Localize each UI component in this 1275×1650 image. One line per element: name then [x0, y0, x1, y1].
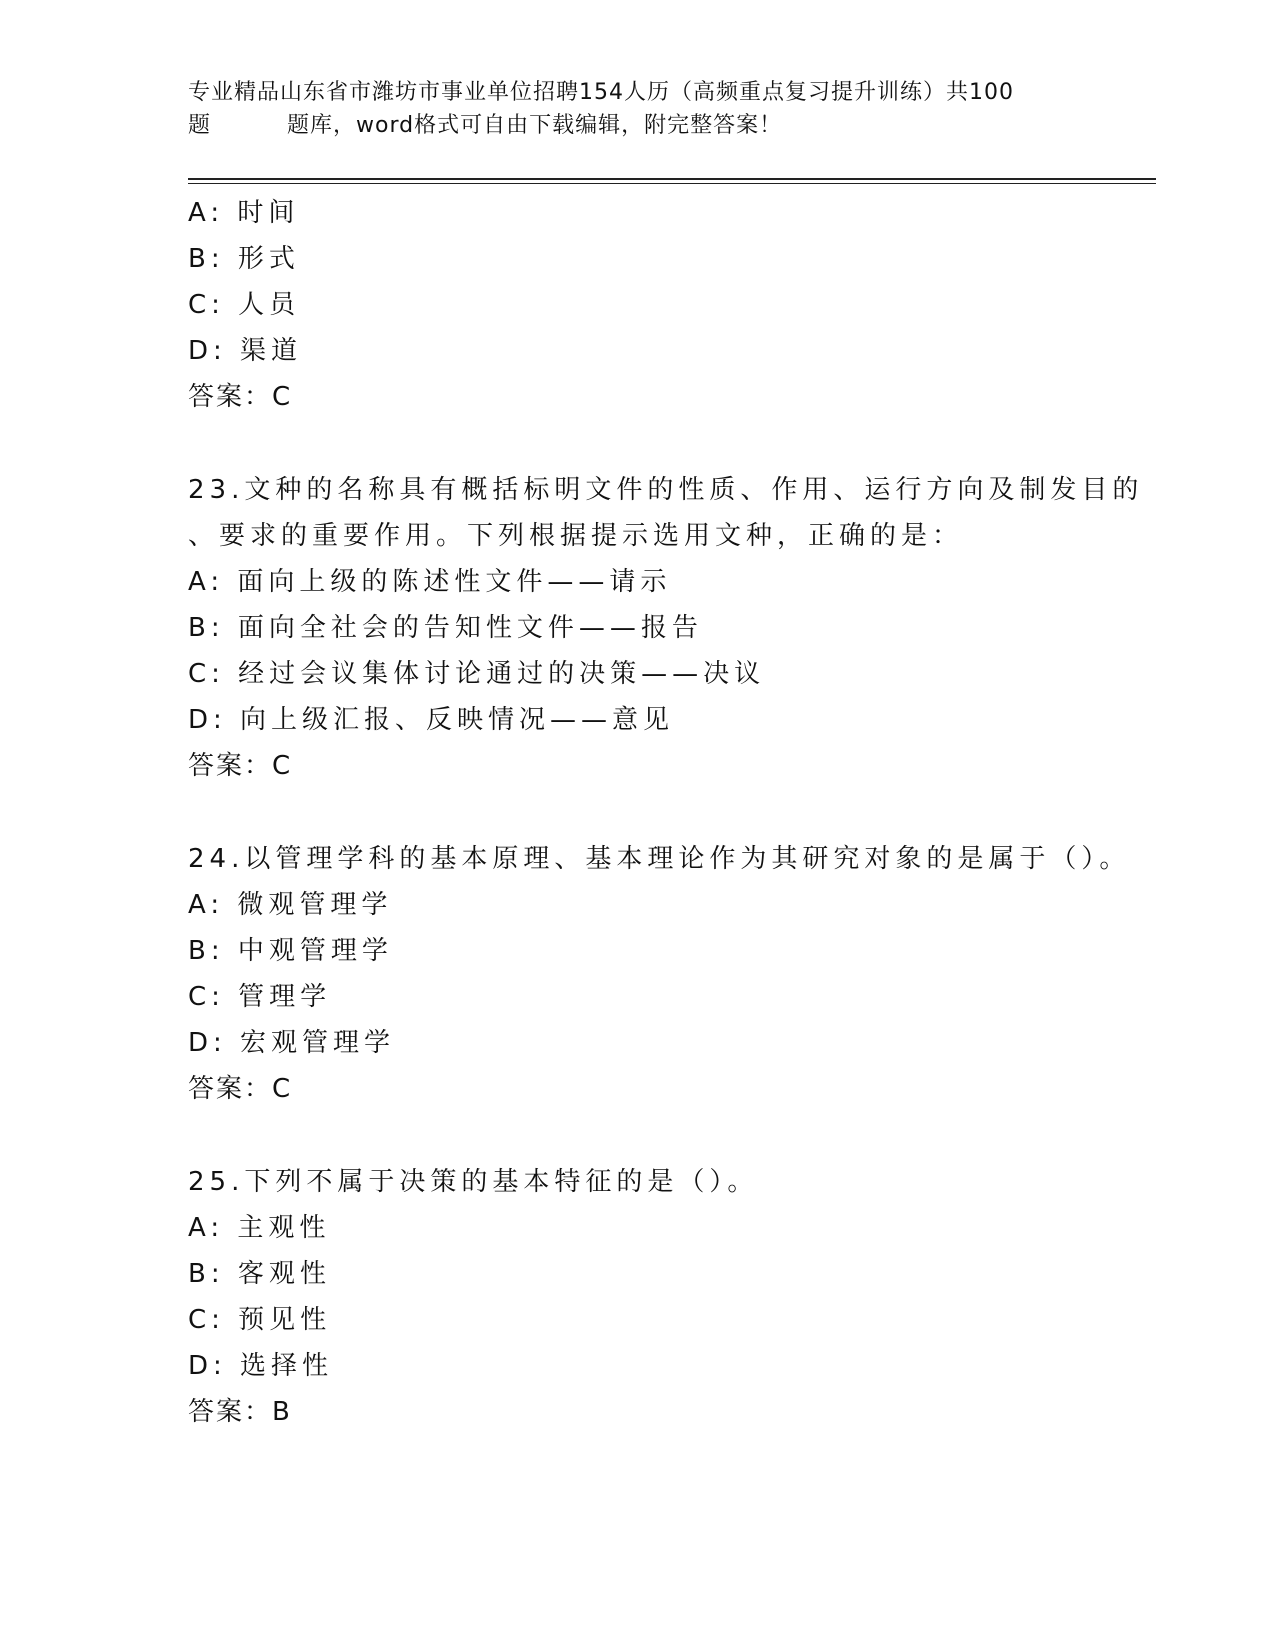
option-d: D: 选择性	[188, 1351, 334, 1381]
option-a: A: 主观性	[188, 1213, 331, 1243]
option-c: C: 预见性	[188, 1305, 332, 1335]
option-a: A: 面向上级的陈述性文件——请示	[188, 567, 672, 597]
option-d: D: 向上级汇报、反映情况——意见	[188, 705, 675, 735]
option-b: B: 客观性	[188, 1259, 331, 1289]
option-d: D: 渠道	[188, 336, 303, 366]
answer-line: 答案：C	[188, 751, 293, 781]
answer-line: 答案：C	[188, 382, 293, 412]
question-list	[188, 190, 1148, 1435]
question-stem-line-2: 、要求的重要作用。下列根据提示选用文种，正确的是：	[188, 521, 964, 551]
option-c: C: 人员	[188, 290, 301, 320]
answer-line: 答案：C	[188, 1074, 293, 1104]
option-b: B: 中观管理学	[188, 936, 393, 966]
spacer	[188, 420, 1148, 467]
question-block-22	[188, 190, 1148, 420]
option-c: C: 管理学	[188, 982, 332, 1012]
option-b: B: 形式	[188, 244, 300, 274]
option-a: A: 时间	[188, 198, 300, 228]
spacer	[188, 1112, 1148, 1159]
header-divider-thick	[188, 178, 1156, 180]
question-stem-line-1: 23.文种的名称具有概括标明文件的性质、作用、运行方向及制发目的	[188, 475, 1144, 505]
question-block-23	[188, 467, 1148, 789]
option-a: A: 微观管理学	[188, 890, 393, 920]
answer-line: 答案：B	[188, 1397, 292, 1427]
spacer	[188, 789, 1148, 836]
question-block-24	[188, 836, 1148, 1112]
header-title-line-2	[188, 109, 1088, 142]
option-c: C: 经过会议集体讨论通过的决策——决议	[188, 659, 766, 689]
header-title-line-2-right: 题库，word格式可自由下载编辑，附完整答案！	[287, 113, 783, 138]
option-d: D: 宏观管理学	[188, 1028, 396, 1058]
question-stem-line-1: 25.下列不属于决策的基本特征的是（）。	[188, 1167, 759, 1197]
question-block-25	[188, 1159, 1148, 1435]
header-title-line-1: 专业精品山东省市潍坊市事业单位招聘154人历（高频重点复习提升训练）共100	[188, 80, 1014, 105]
question-stem-line-1: 24.以管理学科的基本原理、基本理论作为其研究对象的是属于（）。	[188, 844, 1131, 874]
header-divider-thin	[188, 183, 1156, 184]
header-title-line-2-left: 题	[188, 113, 212, 138]
document-header	[188, 76, 1088, 142]
option-b: B: 面向全社会的告知性文件——报告	[188, 613, 703, 643]
